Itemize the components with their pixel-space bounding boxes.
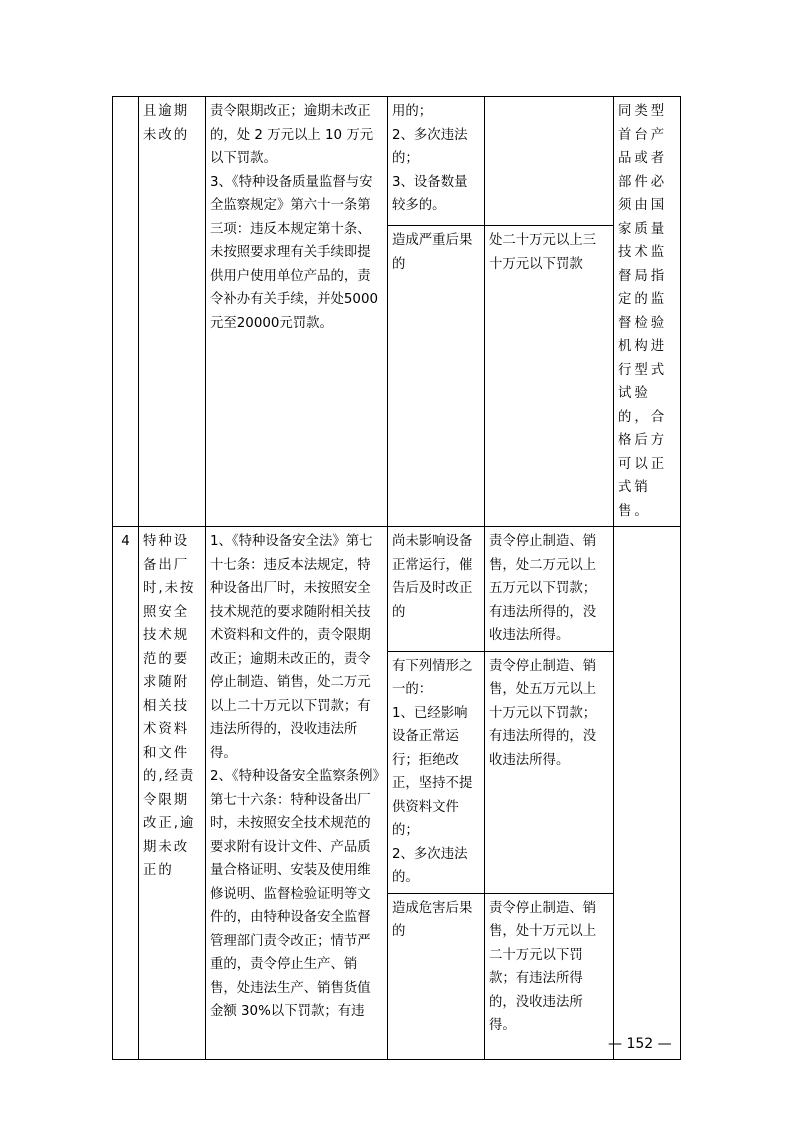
circumstance-cell: 尚未影响设备正常运行，催告后及时改正的	[388, 527, 485, 652]
penalty-cell: 责令停止制造、销售，处二万元以上五万元以下罚款；有违法所得的，没收违法所得。	[485, 527, 614, 652]
legal-basis-cell: 1、《特种设备安全法》第七十七条：违反本法规定，特种设备出厂时，未按照安全技术规范的要求随附相关技术资料和文件的，责令限期改正；逾期未改正的，责令停止制造、销售，处二万元以上二十万元以下罚款；有违法所得的，没收违法所得。 2、《特种设备安全监察条例》第七十六条：特种设备出厂时，未按照安全技术规范的要求附有设计文件、产品质量合格证明、安装及使用维修说明、监督检验证明等文件的，由特种设备安全监督管理部门责令改正；情节严重的，责令停止生产、销售，处违法生产、销售货值金额 30%以下罚款；有违	[206, 527, 388, 1060]
circumstance-cell: 造成危害后果的	[388, 893, 485, 1059]
penalty-cell: 责令停止制造、销售，处十万元以上二十万元以下罚款；有违法所得的，没收违法所得。	[485, 893, 614, 1059]
circumstance-cell: 造成严重后果的	[388, 226, 485, 527]
circumstance-cell: 有下列情形之一的： 1、已经影响设备正常运行；拒绝改正，坚持不提供资料文件的； 2、多次违法的。	[388, 651, 485, 893]
penalty-cell: 处二十万元以上三十万元以下罚款	[485, 226, 614, 527]
penalty-cell: 责令停止制造、销售，处五万元以上十万元以下罚款；有违法所得的，没收违法所得。	[485, 651, 614, 893]
page-number: — 152 —	[608, 1036, 672, 1052]
regulation-table	[112, 96, 681, 1060]
circumstance-cell: 用的； 2、多次违法的； 3、设备数量较多的。	[388, 97, 485, 226]
penalty-cell	[485, 97, 614, 226]
table-row	[113, 97, 681, 226]
legal-basis-cell: 责令限期改正；逾期未改正的，处 2 万元以上 10 万元以下罚款。 3、《特种设备质量监督与安全监察规定》第六十一条第三项：违反本规定第十条、未按照要求理有关手续即提供用户使用单位产品的，责令补办有关手续，并处5000元至20000元罚款。	[206, 97, 388, 527]
violation-cell: 且逾期未改的	[139, 97, 206, 527]
item-number-cell: 4	[113, 527, 139, 1060]
violation-cell: 特种设备出厂时,未按照安全技术规范的要求随附相关技术资料和文件的,经责令限期改正,逾期未改正的	[139, 527, 206, 1060]
table-row	[113, 527, 681, 652]
remark-cell: 同类型首台产品或者部件必须由国家质量技术监督局指定的监督检验机构进行型式试验的，合格后方可以正式销售。	[614, 97, 681, 527]
item-number-cell	[113, 97, 139, 527]
remark-cell	[614, 527, 681, 1060]
